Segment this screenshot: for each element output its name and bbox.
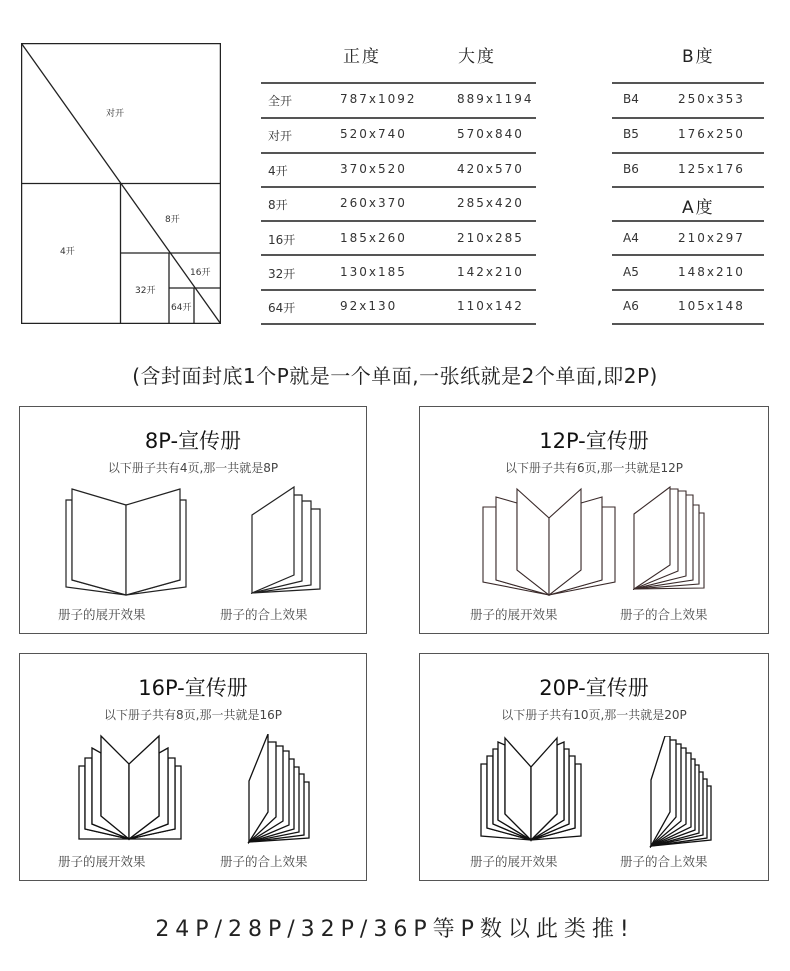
closed-book-icon [647, 736, 727, 848]
table-divider [612, 82, 764, 84]
header-b-du: B度 [682, 47, 715, 67]
closed-caption: 册子的合上效果 [220, 854, 308, 869]
card-subtitle: 以下册子共有10页,那一共就是20P [501, 708, 687, 722]
row-name: 32开 [268, 267, 296, 281]
table-divider [612, 186, 764, 188]
closed-caption: 册子的合上效果 [620, 854, 708, 869]
row-dadu: 210x285 [457, 231, 524, 245]
card-subtitle: 以下册子共有6页,那一共就是12P [505, 461, 683, 475]
row-name: 全开 [268, 94, 293, 108]
paper-cut-diagram [21, 43, 221, 324]
row-name: 8开 [268, 198, 288, 212]
closed-caption: 册子的合上效果 [620, 607, 708, 622]
cut-label-8kai: 8开 [165, 215, 180, 225]
row-size: 176x250 [678, 127, 745, 141]
table-divider [261, 117, 536, 119]
table-divider [261, 186, 536, 188]
table-divider [261, 82, 536, 84]
row-zhengdu: 520x740 [340, 127, 407, 141]
table-divider [261, 220, 536, 222]
header-dadu: 大度 [458, 47, 496, 67]
open-caption: 册子的展开效果 [58, 607, 146, 622]
table-divider [612, 254, 764, 256]
row-name: B4 [623, 92, 639, 106]
open-book-icon [478, 736, 588, 844]
header-a-du: A度 [682, 198, 715, 218]
row-name: A6 [623, 299, 639, 313]
cut-label-duikai: 对开 [106, 109, 125, 119]
row-size: 148x210 [678, 265, 745, 279]
closed-book-icon [632, 485, 712, 597]
open-caption: 册子的展开效果 [58, 854, 146, 869]
row-name: B5 [623, 127, 639, 141]
page-note: (含封面封底1个P就是一个单面,一张纸就是2个单面,即2P) [132, 364, 658, 388]
brochure-card-20p [419, 653, 769, 881]
cut-label-16kai: 16开 [190, 268, 211, 278]
row-zhengdu: 130x185 [340, 265, 407, 279]
brochure-card-12p [419, 406, 769, 634]
open-caption: 册子的展开效果 [470, 607, 558, 622]
closed-book-icon [248, 485, 328, 597]
row-dadu: 110x142 [457, 299, 524, 313]
row-name: 4开 [268, 164, 288, 178]
card-subtitle: 以下册子共有4页,那一共就是8P [107, 461, 279, 475]
row-name: B6 [623, 162, 639, 176]
row-size: 125x176 [678, 162, 745, 176]
row-size: 210x297 [678, 231, 745, 245]
cut-label-64kai: 64开 [171, 303, 192, 313]
open-caption: 册子的展开效果 [470, 854, 558, 869]
table-divider [261, 289, 536, 291]
paper-cut-lines [21, 43, 221, 324]
table-divider [261, 323, 536, 325]
card-subtitle: 以下册子共有8页,那一共就是16P [104, 708, 282, 722]
row-name: A5 [623, 265, 639, 279]
brochure-card-16p [19, 653, 367, 881]
row-dadu: 142x210 [457, 265, 524, 279]
row-dadu: 570x840 [457, 127, 524, 141]
row-name: 64开 [268, 301, 296, 315]
row-zhengdu: 92x130 [340, 299, 398, 313]
table-divider [612, 152, 764, 154]
row-zhengdu: 260x370 [340, 196, 407, 210]
table-divider [612, 289, 764, 291]
header-zhengdu: 正度 [343, 47, 381, 67]
row-zhengdu: 370x520 [340, 162, 407, 176]
card-title: 20P-宣传册 [539, 676, 649, 700]
row-zhengdu: 185x260 [340, 231, 407, 245]
cut-label-32kai: 32开 [135, 286, 156, 296]
table-divider [261, 152, 536, 154]
row-size: 105x148 [678, 299, 745, 313]
table-divider [612, 117, 764, 119]
open-book-icon [480, 485, 620, 597]
row-size: 250x353 [678, 92, 745, 106]
card-title: 12P-宣传册 [539, 429, 649, 453]
row-zhengdu: 787x1092 [340, 92, 417, 106]
cut-label-4kai: 4开 [60, 247, 75, 257]
row-name: A4 [623, 231, 639, 245]
row-dadu: 889x1194 [457, 92, 534, 106]
table-divider [612, 323, 764, 325]
card-title: 16P-宣传册 [138, 676, 248, 700]
row-dadu: 285x420 [457, 196, 524, 210]
row-dadu: 420x570 [457, 162, 524, 176]
table-divider [612, 220, 764, 222]
closed-caption: 册子的合上效果 [220, 607, 308, 622]
open-book-icon [75, 734, 190, 846]
table-divider [261, 254, 536, 256]
open-book-icon [60, 485, 200, 597]
card-title: 8P-宣传册 [144, 429, 242, 453]
row-name: 对开 [268, 129, 293, 143]
footer-note: 24P/28P/32P/36P等P数以此类推! [155, 917, 635, 942]
row-name: 16开 [268, 233, 296, 247]
brochure-card-8p [19, 406, 367, 634]
closed-book-icon [246, 734, 326, 846]
